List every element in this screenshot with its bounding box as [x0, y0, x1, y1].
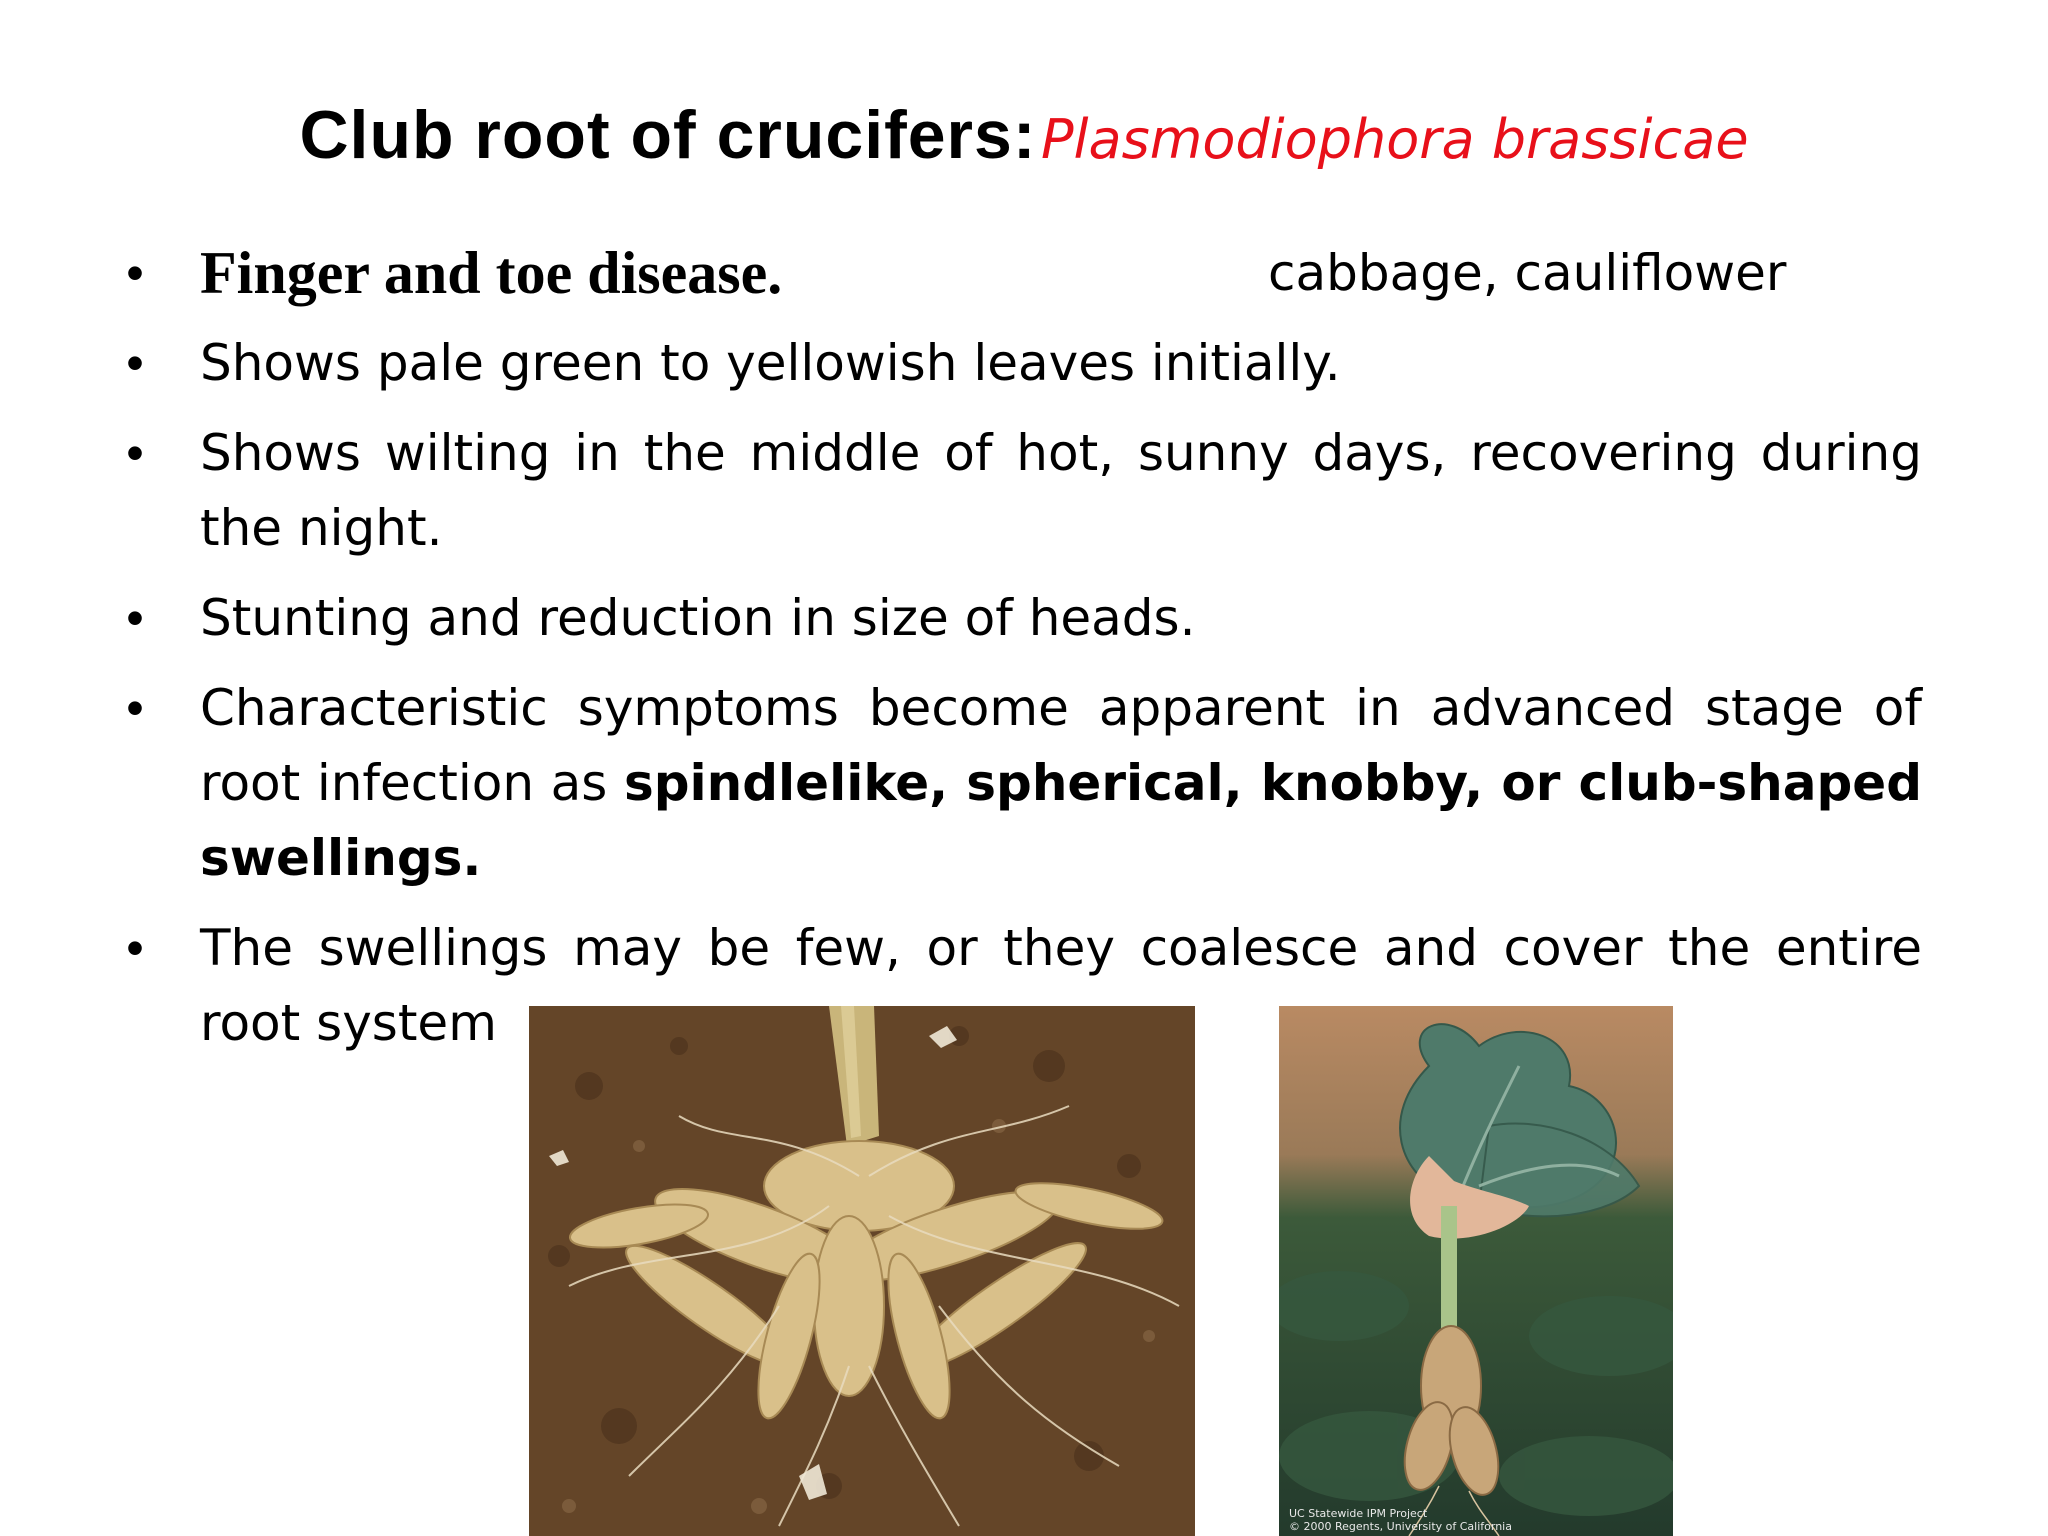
- bullet-item: [120, 581, 1922, 656]
- bullet-dot-icon: •: [126, 245, 144, 301]
- bullet-item: [120, 416, 1922, 566]
- common-name-text: Finger and toe disease.: [200, 240, 783, 306]
- bullet-text: The swellings may be few, or they coalesce and cover the entire root system: [200, 919, 1922, 1052]
- bullet-item: [120, 671, 1922, 896]
- bullet-text-emphasis: spindlelike, spherical, knobby, or club-shaped swellings.: [200, 754, 1922, 887]
- clubroot-roots-photo: [529, 1006, 1195, 1536]
- bullet-text: Stunting and reduction in size of heads.: [200, 589, 1196, 647]
- bullet-text: Shows wilting in the middle of hot, sunny days, recovering during the night.: [200, 424, 1922, 557]
- bullet-text: Shows pale green to yellowish leaves initially.: [200, 334, 1341, 392]
- bullet-dot-icon: •: [126, 425, 144, 481]
- slide-title: [0, 96, 2048, 174]
- bullet-dot-icon: •: [126, 920, 144, 976]
- bullet-text: Characteristic symptoms become apparent in advanced stage of root infection as: [200, 679, 1922, 812]
- bullet-dot-icon: •: [126, 590, 144, 646]
- bullet-item: [120, 326, 1922, 401]
- bullet-item: [120, 236, 1922, 311]
- bullet-dot-icon: •: [126, 680, 144, 736]
- clubroot-plant-photo: [1279, 1006, 1673, 1536]
- photo-credit-line2: © 2000 Regents, University of California: [1289, 1520, 1512, 1533]
- bullet-dot-icon: •: [126, 335, 144, 391]
- title-pathogen-name: Plasmodiophora brassicae: [1040, 108, 1749, 171]
- title-disease-name: Club root of crucifers:: [299, 97, 1037, 173]
- photo-credit-line1: UC Statewide IPM Project: [1289, 1507, 1428, 1520]
- bullet-list: [120, 236, 1922, 1076]
- clubroot-plant-image: [1279, 1006, 1673, 1536]
- host-crops-text: cabbage, cauliflower: [1268, 244, 1787, 302]
- clubroot-roots-image: [529, 1006, 1195, 1536]
